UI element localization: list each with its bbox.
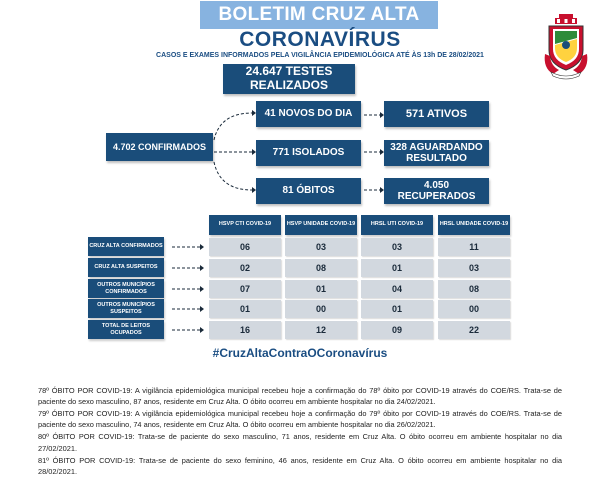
confirmed-box: 4.702 CONFIRMADOS <box>106 133 213 161</box>
column-header: HSVP CTI COVID-19 <box>209 215 281 235</box>
isolated-box: 771 ISOLADOS <box>256 140 361 166</box>
table-cell: 04 <box>361 280 433 298</box>
tests-box: 24.647 TESTES REALIZADOS <box>223 64 355 94</box>
new-cases-box: 41 NOVOS DO DIA <box>256 101 361 127</box>
table-cell: 08 <box>285 259 357 277</box>
title-bar <box>200 1 438 29</box>
page-title: BOLETIM CRUZ ALTA <box>218 4 420 25</box>
row-label: OUTROS MUNICÍPIOS CONFIRMADOS <box>88 279 164 298</box>
deaths-box: 81 ÓBITOS <box>256 178 361 204</box>
table-cell: 01 <box>361 259 433 277</box>
active-cases-box: 571 ATIVOS <box>384 101 489 127</box>
table-cell: 01 <box>361 300 433 318</box>
table-cell: 00 <box>285 300 357 318</box>
row-label: TOTAL DE LEITOS OCUPADOS <box>88 320 164 339</box>
note-paragraph: 78º ÓBITO POR COVID-19: A vigilância epidemiológica municipal recebeu hoje a confirmação do 78º óbito por COVID-19 através do COE/RS. Trata-se de paciente do sexo masculino, 87 anos, residente em Cruz Alta. O óbito ocorreu em ambiente hospitalar no dia 24/02/2021. <box>38 386 562 407</box>
table-cell: 16 <box>209 321 281 339</box>
coat-of-arms-icon <box>541 14 591 80</box>
table-cell: 01 <box>209 300 281 318</box>
campaign-hashtag: #CruzAltaContraOCoronavírus <box>212 346 388 360</box>
note-paragraph: 81º ÓBITO POR COVID-19: Trata-se de paciente do sexo feminino, 46 anos, residente em Cruz Alta. O óbito ocorreu em ambiente hospitalar no dia 28/02/2021. <box>38 455 562 476</box>
note-paragraph: 80º ÓBITO POR COVID-19: Trata-se de paciente do sexo masculino, 71 anos, residente em Cruz Alta. O óbito ocorreu em ambiente hospitalar no dia 27/02/2021. <box>38 432 562 453</box>
recovered-box: 4.050 RECUPERADOS <box>384 178 489 204</box>
table-cell: 09 <box>361 321 433 339</box>
awaiting-results-box: 328 AGUARDANDO RESULTADO <box>384 140 489 166</box>
table-cell: 22 <box>438 321 510 339</box>
row-label: OUTROS MUNICÍPIOS SUSPEITOS <box>88 299 164 318</box>
row-label: CRUZ ALTA SUSPEITOS <box>88 258 164 277</box>
table-cell: 03 <box>285 238 357 256</box>
row-label: CRUZ ALTA CONFIRMADOS <box>88 237 164 256</box>
table-cell: 12 <box>285 321 357 339</box>
death-notes <box>38 385 562 478</box>
note-paragraph: 79º ÓBITO POR COVID-19: A vigilância epidemiológica municipal recebeu hoje a confirmação do 79º óbito por COVID-19 através do COE/RS. Trata-se de paciente do sexo masculino, 74 anos, residente em Cruz Alta. O óbito ocorreu em ambiente hospitalar no dia 26/02/2021. <box>38 409 562 430</box>
table-cell: 11 <box>438 238 510 256</box>
table-cell: 06 <box>209 238 281 256</box>
report-caption: CASOS E EXAMES INFORMADOS PELA VIGILÂNCIA EPIDEMIOLÓGICA ATÉ ÀS 13h DE 28/02/2021 <box>156 52 484 59</box>
table-cell: 03 <box>361 238 433 256</box>
table-cell: 07 <box>209 280 281 298</box>
column-header: HRSL UNIDADE COVID-19 <box>438 215 510 235</box>
table-cell: 03 <box>438 259 510 277</box>
column-header: HRSL UTI COVID-19 <box>361 215 433 235</box>
table-cell: 00 <box>438 300 510 318</box>
column-header: HSVP UNIDADE COVID-19 <box>285 215 357 235</box>
table-cell: 02 <box>209 259 281 277</box>
page-subtitle: CORONAVÍRUS <box>239 28 401 51</box>
table-cell: 01 <box>285 280 357 298</box>
table-cell: 08 <box>438 280 510 298</box>
